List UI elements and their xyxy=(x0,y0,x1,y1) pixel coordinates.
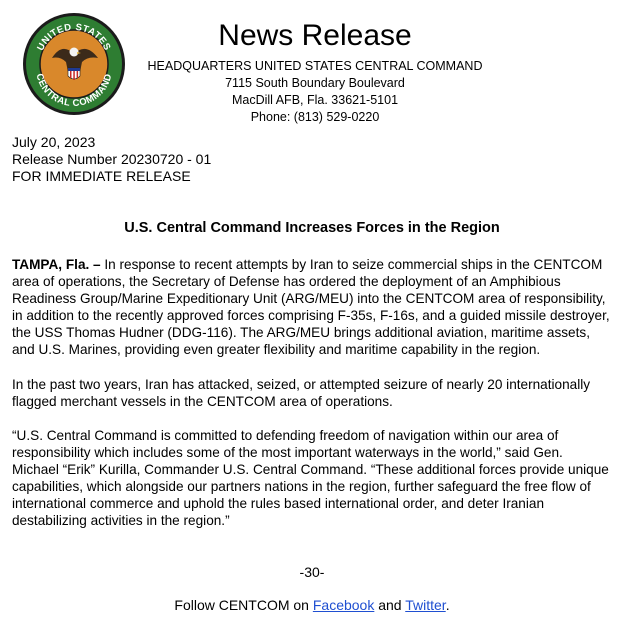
release-type: FOR IMMEDIATE RELEASE xyxy=(12,168,191,184)
page-title: News Release xyxy=(218,19,412,52)
city-address: MacDill AFB, Fla. 33621-5101 xyxy=(231,93,399,107)
headline: U.S. Central Command Increases Forces in the Region xyxy=(124,220,500,236)
svg-text:UNITED STATES: UNITED STATES xyxy=(35,21,113,53)
end-mark: -30- xyxy=(299,564,325,580)
release-number: Release Number 20230720 - 01 xyxy=(12,151,212,167)
phone-number: Phone: (813) 529-0220 xyxy=(250,110,380,124)
release-body xyxy=(12,256,612,546)
twitter-link[interactable]: Twitter xyxy=(405,597,446,613)
paragraph-2: In the past two years, Iran has attacked, seized, or attempted seizure of nearly 20 internationally flagged merchant vessels in the CENTCOM area of operations. xyxy=(12,376,591,409)
follow-line xyxy=(0,597,624,613)
paragraph-1 xyxy=(12,256,612,359)
paragraph-1-text: In response to recent attempts by Iran to seize commercial ships in the CENTCOM area of operations, the Secretary of Defense has ordered the deployment of an Amphibious Readiness Group/Marine Expeditionary Unit (ARG/MEU) into the CENTCOM area of responsibility, in addition to the recently approved forces comprising F-35s, F-16s, and a guided missile destroyer, the USS Thomas Hudner (DDG-116). The ARG/MEU brings additional aviation, maritime assets, and U.S. Marines, providing even greater flexibility and maritime capability in the region. xyxy=(12,257,610,358)
organization-name: HEADQUARTERS UNITED STATES CENTRAL COMMAND xyxy=(147,59,483,73)
release-meta xyxy=(12,134,211,185)
centcom-seal-logo xyxy=(22,12,126,116)
street-address: 7115 South Boundary Boulevard xyxy=(225,76,405,90)
paragraph-3: “U.S. Central Command is committed to defending freedom of navigation within our area of responsibility which includes some of the most important waterways in the world,” said Gen. Michael “Erik” Kurilla, Commander U.S. Central Command. “These additional forces provide unique capabilities, which alongside our partners nations in the region, further safeguard the free flow of international commerce and uphold the rules based international order, and deter Iranian destabilizing activities in the region.” xyxy=(12,427,609,529)
follow-and: and xyxy=(374,597,406,613)
svg-text:CENTRAL COMMAND: CENTRAL COMMAND xyxy=(33,72,115,110)
release-date: July 20, 2023 xyxy=(12,134,96,150)
follow-prefix: Follow CENTCOM on xyxy=(174,597,313,613)
follow-suffix: . xyxy=(445,597,450,613)
dateline: TAMPA, Fla. – xyxy=(12,257,101,272)
release-header xyxy=(140,18,490,126)
facebook-link[interactable]: Facebook xyxy=(312,597,375,613)
